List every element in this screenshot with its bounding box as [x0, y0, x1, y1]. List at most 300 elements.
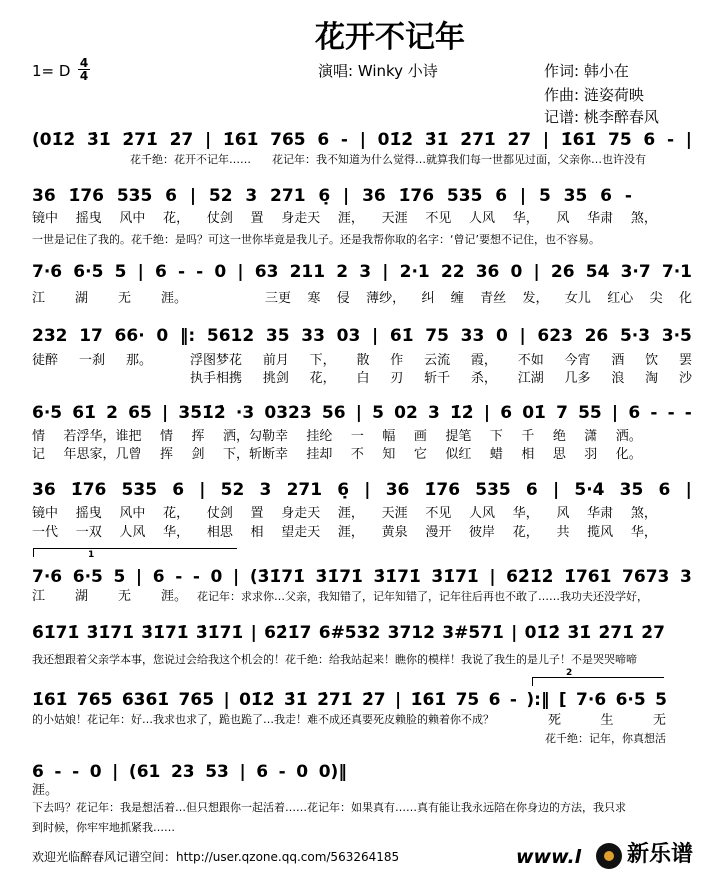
dialogue-line: 到时候，你牢牢地抓紧我…… — [32, 821, 175, 834]
note-group: 54 — [585, 262, 610, 282]
note-group: 6·5 — [615, 690, 646, 710]
lyric-word: 涯， — [337, 525, 364, 540]
bar-line: | — [359, 130, 366, 150]
bar-line: | — [237, 262, 244, 282]
lyric-word: 涯， — [337, 211, 364, 226]
lyric-word: 女儿 — [564, 291, 591, 306]
note-group: 36 — [385, 480, 410, 500]
lyric-word: 羽 — [584, 447, 598, 462]
lyric-word: 置 — [250, 506, 264, 521]
lyric-word: 人风 — [469, 211, 496, 226]
notation-row — [32, 621, 665, 645]
lyric-line — [32, 525, 657, 542]
note-group: 7·6 — [32, 567, 63, 587]
lyric-word: 洒。 — [615, 429, 642, 444]
notation-row — [32, 260, 692, 284]
note-group: 3̇1̇71̇ — [315, 567, 363, 587]
note-group: 6 — [643, 130, 656, 150]
lyric-word: 斩千 — [424, 371, 451, 386]
note-group: 6 — [525, 480, 538, 500]
lyric-word: 薄纱， — [366, 291, 406, 306]
time-signature-top: 4 — [79, 56, 89, 70]
lyric-line — [32, 429, 642, 446]
notation-row — [32, 760, 347, 784]
lyric-word: 淘 — [645, 371, 659, 386]
note-group: 3 — [245, 186, 258, 206]
note-group: 2̇7 — [169, 130, 194, 150]
lyric-word: 白 — [356, 371, 370, 386]
lyric-word: 漫开 — [425, 525, 452, 540]
lyric-word: 寒 — [307, 291, 321, 306]
lyric-word: 花， — [309, 371, 336, 386]
singer-credit: 演唱: Winky 小诗 — [318, 62, 438, 80]
bar-line: | — [239, 762, 246, 782]
note-group: 33 — [301, 326, 325, 346]
note-group: 02 — [394, 403, 418, 423]
note-group: 17 — [79, 326, 103, 346]
bar-line: | — [519, 186, 527, 206]
dialogue-line: 花记年：求求你…父亲，我知错了，记年知错了，记年往后再也不敢了……我功夫还没学好， — [197, 590, 648, 603]
bar-line: | — [552, 480, 560, 500]
lyric-word: 下 — [489, 429, 503, 444]
bar-line: ):‖ — [526, 690, 550, 710]
note-group: 5 — [655, 690, 667, 710]
note-group: - — [624, 186, 632, 206]
lyric-word: 今宵 — [564, 353, 591, 368]
lyric-line — [32, 447, 642, 464]
note-group: - — [177, 262, 185, 282]
footer-credit: 欢迎光临醉春风记谱空间：http://user.qzone.qq.com/563264185 — [32, 850, 400, 864]
bar-line: | — [489, 567, 496, 587]
lyric-word: 蜡 — [489, 447, 503, 462]
note-group: 1̇76 — [68, 186, 104, 206]
bar-line: | — [250, 623, 257, 643]
lyric-word: 华， — [512, 211, 539, 226]
lyric-word: 下， — [309, 353, 336, 368]
lyric-word: 杀， — [470, 371, 497, 386]
note-group: 26 — [584, 326, 609, 346]
note-group: 271 — [270, 186, 306, 206]
lyric-word: 画 — [413, 429, 427, 444]
note-group: 03 — [336, 326, 361, 346]
lyric-line — [548, 713, 666, 730]
note-group: 6 — [500, 403, 513, 423]
note-group: 0 — [89, 762, 102, 782]
dialogue-line: 的小姑娘！花记年：好…我求也求了，跪也跪了…我走！难不成还真要死皮赖脸的赖着你不成？ — [32, 713, 494, 726]
note-group: 35 — [563, 186, 588, 206]
time-signature — [78, 57, 90, 82]
lyric-word: 相 — [521, 447, 535, 462]
bar-line: | — [533, 262, 540, 282]
second-ending-bracket — [532, 677, 664, 686]
bar-line: | — [395, 690, 402, 710]
lyric-word: 执手相携 — [190, 371, 243, 386]
lyric-word: 尖 — [649, 291, 663, 306]
note-group: 75 — [608, 130, 632, 150]
note-group: 535 — [116, 186, 153, 206]
lyric-word: 望走天 — [281, 525, 321, 540]
note-group: 36 — [32, 480, 56, 500]
lyric-word: 剑 — [191, 447, 205, 462]
lyric-line — [32, 783, 72, 800]
lyric-word: 侵 — [336, 291, 350, 306]
note-group: - — [684, 403, 692, 423]
lyric-word: 相 — [250, 525, 264, 540]
note-group: 765 — [270, 130, 306, 150]
lyric-line — [32, 291, 187, 308]
lyric-word: 不 — [350, 447, 364, 462]
note-group: 61̇ — [389, 326, 414, 346]
bar-line: | — [483, 403, 491, 423]
note-group: 6·5 — [73, 262, 104, 282]
lyric-word: 天涯 — [381, 506, 408, 521]
note-group: 211 — [289, 262, 326, 282]
note-group: 3·7 — [620, 262, 651, 282]
lyric-word: 徒醉 — [32, 353, 59, 368]
lyric-word: 知 — [382, 447, 396, 462]
note-group: 6 — [154, 262, 167, 282]
bar-line: | — [382, 262, 389, 282]
lyric-word: 记 — [32, 447, 46, 462]
note-group: 3̇1̇ — [567, 623, 592, 643]
record-disc-center — [604, 851, 614, 861]
note-group: 01̇ — [522, 403, 546, 423]
bar-line: | — [204, 130, 212, 150]
note-group: 2 — [336, 262, 349, 282]
time-signature-bottom: 4 — [79, 69, 89, 83]
lyric-word: 花， — [163, 211, 190, 226]
transcriber-credit: 记谱: 桃李醉春风 — [544, 108, 659, 126]
lyric-word: 绝 — [552, 429, 566, 444]
note-group: 1̇76 — [70, 480, 107, 500]
note-group: ·3 — [235, 403, 255, 423]
note-group: - — [667, 403, 675, 423]
note-group: - — [509, 690, 517, 710]
note-group: 1̇61̇ — [222, 130, 259, 150]
bar-line: | — [223, 690, 230, 710]
bar-line: | — [519, 326, 526, 346]
lyric-word: 置 — [250, 211, 264, 226]
note-group: 01̇2̇ — [524, 623, 561, 643]
lyric-word: 浮图梦花 — [190, 353, 243, 368]
notation-row — [32, 688, 667, 712]
lyric-word: 无 — [652, 713, 666, 728]
note-group: 6#532 — [318, 623, 381, 643]
note-group: 2̇71̇ — [122, 130, 158, 150]
note-group: 22 — [440, 262, 465, 282]
lyric-word: 花， — [512, 525, 539, 540]
lyric-word: 霞， — [470, 353, 497, 368]
lyric-word: 幅 — [382, 429, 396, 444]
bar-line: | — [611, 403, 619, 423]
second-ending-number: 2 — [566, 668, 573, 678]
note-group: 7·6 — [32, 262, 63, 282]
note-group: 63 — [254, 262, 279, 282]
lyric-word: 涯。 — [160, 589, 187, 604]
note-group: 01̇2̇ — [377, 130, 414, 150]
lyric-word: 生 — [600, 713, 614, 728]
lyric-word: 华， — [630, 525, 657, 540]
notation-row — [32, 565, 692, 589]
notation-row — [32, 128, 692, 152]
note-group: 52 — [208, 186, 233, 206]
lyric-word: 它 — [413, 447, 427, 462]
lyric-word: 华肃 — [587, 211, 614, 226]
note-group: 5 — [113, 567, 126, 587]
note-group: 6·5 — [72, 567, 103, 587]
lyric-line — [32, 353, 152, 370]
note-group: 3̇1̇ — [283, 690, 308, 710]
note-group: 36 — [32, 186, 56, 206]
lyric-word: 风中 — [119, 506, 146, 521]
lyric-word: 死 — [548, 713, 562, 728]
lyric-word: 红心 — [607, 291, 634, 306]
note-group: 5·3 — [619, 326, 651, 346]
note-group: - — [196, 262, 204, 282]
note-group: 33 — [460, 326, 485, 346]
lyric-word: 潇 — [584, 429, 598, 444]
note-group: 1̇61̇ — [560, 130, 597, 150]
lyric-word: 共 — [556, 525, 570, 540]
note-group: 66· — [114, 326, 145, 346]
note-group: 1̇76 — [398, 186, 435, 206]
lyric-word: 情 — [32, 429, 46, 444]
note-group: 2̇7 — [361, 690, 386, 710]
bar-line: | — [233, 567, 240, 587]
note-group: 3̇1̇71̇ — [195, 623, 244, 643]
lyric-word: 一代 — [32, 525, 59, 540]
note-group: 6 — [488, 690, 501, 710]
site-logo — [594, 840, 712, 872]
lyric-word: 下，斩断幸 — [222, 447, 288, 462]
note-group: 3·5 — [661, 326, 692, 346]
note-group: 6 — [317, 130, 330, 150]
note-group: 232 — [32, 326, 68, 346]
bar-line: [ — [558, 690, 567, 710]
bar-line: | — [685, 130, 692, 150]
bar-line: | — [189, 186, 197, 206]
note-group: 7·1 — [661, 262, 692, 282]
bar-line: | — [355, 403, 362, 423]
note-group: 2̇7 — [507, 130, 532, 150]
note-group: 535 — [475, 480, 511, 500]
note-group: 36 — [362, 186, 386, 206]
note-group: 3#571̇ — [442, 623, 504, 643]
note-group: 0 — [210, 567, 223, 587]
note-group: - — [54, 762, 62, 782]
note-group: 5 — [372, 403, 384, 423]
lyric-line — [32, 589, 187, 606]
note-group: - — [340, 130, 348, 150]
note-group: 0 — [296, 762, 309, 782]
note-group: 6 — [600, 186, 612, 206]
lyric-word: 一 — [350, 429, 364, 444]
notation-row — [32, 324, 692, 348]
lyric-line — [32, 211, 657, 228]
lyric-word: 涯， — [337, 506, 364, 521]
lyric-word: 揽风 — [587, 525, 614, 540]
lyric-word: 华， — [163, 525, 190, 540]
note-group: 01̇2̇ — [239, 690, 275, 710]
note-group: 3̇1̇71̇ — [86, 623, 134, 643]
lyric-word: 黄泉 — [381, 525, 408, 540]
note-group: 35 — [265, 326, 290, 346]
bar-line: | — [542, 130, 550, 150]
note-group: 3̇1̇71̇ — [141, 623, 189, 643]
lyric-word: 江湖 — [517, 371, 544, 386]
lyric-word: 思 — [552, 447, 566, 462]
note-group: 75 — [425, 326, 449, 346]
note-group: 5·4 — [574, 480, 605, 500]
bar-line: | — [112, 762, 119, 782]
note-group: 2̇7 — [641, 623, 665, 643]
notation-row — [32, 184, 632, 208]
note-group: - — [666, 130, 675, 150]
note-group: 0 — [214, 262, 227, 282]
note-group: - — [278, 762, 286, 782]
lyric-word: 人风 — [469, 506, 496, 521]
lyric-word: 挂纶 — [306, 429, 333, 444]
lyric-word: 若浮华，谁把 — [63, 429, 142, 444]
note-group: 6 — [152, 567, 165, 587]
note-group: 3̇1̇ — [424, 130, 449, 150]
note-group: 26 — [550, 262, 575, 282]
lyric-word: 三更 — [265, 291, 292, 306]
lyric-word: 化 — [678, 291, 692, 306]
note-group: 6̇1̇71̇ — [32, 623, 80, 643]
note-group: 2̇71̇ — [598, 623, 634, 643]
note-group: 1̇61̇ — [32, 690, 68, 710]
lyric-word: 天涯 — [381, 211, 408, 226]
note-group: 3 — [259, 480, 272, 500]
lyric-word: 江 — [32, 589, 46, 604]
lyric-word: 煞， — [630, 211, 657, 226]
note-group: 3̇1̇71̇ — [373, 567, 421, 587]
lyric-word: 镜中 — [32, 506, 59, 521]
bar-line: ‖: — [179, 326, 196, 346]
note-group: 3 — [427, 403, 440, 423]
record-disc-icon — [596, 843, 622, 869]
note-group: (01̇2̇ — [32, 130, 76, 150]
note-group: 75 — [455, 690, 480, 710]
lyric-word: 饮 — [645, 353, 659, 368]
note-group: 6 — [628, 403, 641, 423]
key-signature: 1= D — [32, 62, 71, 80]
note-group: 765 — [76, 690, 113, 710]
lyric-word: 挥 — [159, 447, 173, 462]
dialogue-line: 花千绝：记年，你真想活 — [545, 732, 666, 745]
note-group: 3̇1̇71̇ — [431, 567, 479, 587]
note-group: 35 — [619, 480, 644, 500]
lyric-word: 千 — [521, 429, 535, 444]
lyric-word: 涯。 — [32, 783, 59, 798]
note-group: 0 — [495, 326, 508, 346]
bar-line: | — [371, 326, 379, 346]
lyric-word: 缠 — [450, 291, 464, 306]
note-group: 7 — [556, 403, 568, 423]
note-group: 6 — [172, 480, 185, 500]
lyric-word: 湖 — [74, 589, 88, 604]
composer-credit: 作曲: 涟姿荷映 — [544, 86, 644, 104]
note-group: 6̣ — [318, 186, 331, 206]
lyric-word: 散 — [356, 353, 370, 368]
note-group: 535 — [121, 480, 158, 500]
lyric-word: 华肃 — [587, 506, 614, 521]
note-group: 7673 — [622, 567, 670, 587]
lyric-line — [265, 291, 692, 308]
lyric-word: 一双 — [75, 525, 102, 540]
lyric-word: 前月 — [262, 353, 289, 368]
bar-line: | — [199, 480, 206, 500]
lyric-word: 人风 — [119, 525, 146, 540]
lyric-word: 挂却 — [306, 447, 333, 462]
note-group: 0323 — [264, 403, 312, 423]
song-title: 花开不记年 — [315, 20, 465, 55]
lyric-word: 煞， — [630, 506, 657, 521]
note-group: 5 — [114, 262, 127, 282]
bar-line: | — [511, 623, 518, 643]
note-group: 61̇ — [72, 403, 96, 423]
lyric-word: 沙 — [678, 371, 692, 386]
lyric-line — [190, 353, 692, 370]
lyric-word: 镜中 — [32, 211, 59, 226]
lyric-line — [32, 506, 657, 523]
note-group: 1̇61̇ — [410, 690, 447, 710]
lyric-word: 身走天 — [281, 211, 321, 226]
lyric-word: 刃 — [390, 371, 404, 386]
note-group: 56 — [321, 403, 346, 423]
note-group: 6̣ — [337, 480, 350, 500]
note-group: (61 — [128, 762, 161, 782]
note-group: 3712 — [387, 623, 435, 643]
note-group: 2̇71̇ — [460, 130, 496, 150]
lyric-word: 几多 — [564, 371, 591, 386]
note-group: 55 — [578, 403, 602, 423]
lyric-word: 纠 — [421, 291, 435, 306]
lyric-line — [190, 371, 692, 388]
lyric-word: 不见 — [425, 506, 452, 521]
lyric-word: 风 — [556, 211, 570, 226]
lyric-word: 罢 — [678, 353, 692, 368]
bar-line: | — [135, 567, 143, 587]
dialogue-line: 一世是记住了我的。花千绝：是吗？可这一世你毕竟是我儿子。还是我帮你取的名字：‘曾记’要想不记住，也不容易。 — [32, 233, 600, 246]
note-group: 535 — [446, 186, 483, 206]
lyric-word: 身走天 — [281, 506, 321, 521]
note-group: 53 — [205, 762, 229, 782]
note-group: 0)‖ — [318, 762, 347, 782]
lyric-word: 江 — [32, 291, 46, 306]
note-group: 2̇71̇ — [317, 690, 353, 710]
note-group: - — [650, 403, 658, 423]
note-group: 23 — [170, 762, 195, 782]
lyric-word: 一刹 — [78, 353, 105, 368]
note-group: 351̇2̇ — [178, 403, 226, 423]
note-group: - — [192, 567, 200, 587]
note-group: 62̇1̇2̇ — [506, 567, 554, 587]
note-group: (3̇1̇71̇ — [249, 567, 305, 587]
note-group: 5 — [538, 186, 551, 206]
note-group: 6 — [32, 762, 44, 782]
lyric-word: 风 — [556, 506, 570, 521]
first-ending-bracket — [33, 548, 237, 557]
bar-line: | — [685, 480, 692, 500]
lyric-word: 云流 — [424, 353, 451, 368]
lyric-word: 涯。 — [160, 291, 187, 306]
lyric-word: 无 — [117, 589, 131, 604]
note-group: 7·6 — [576, 690, 607, 710]
note-group: 5612 — [206, 326, 255, 346]
note-group: 6 — [165, 186, 177, 206]
